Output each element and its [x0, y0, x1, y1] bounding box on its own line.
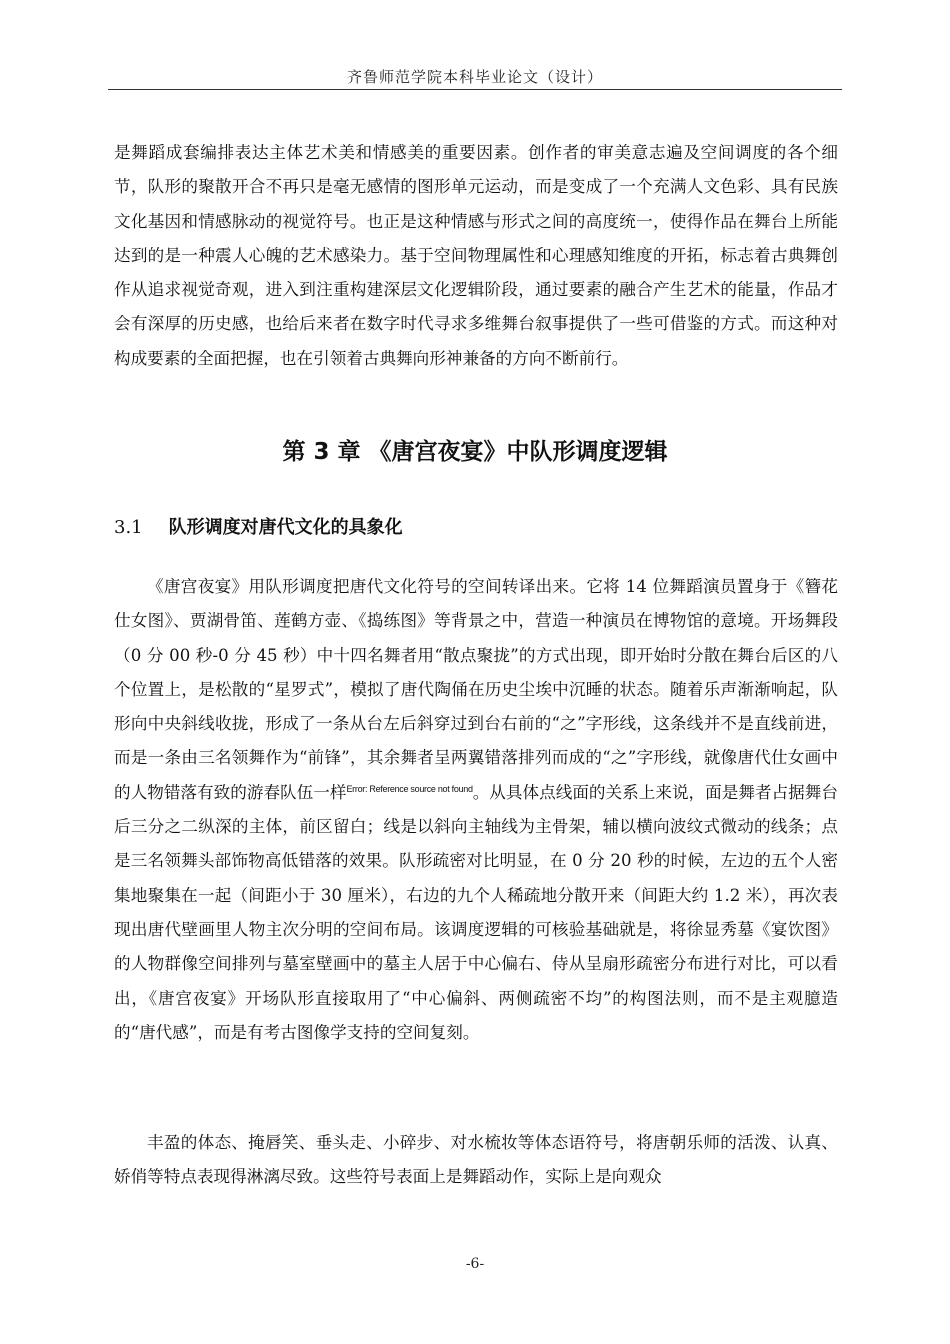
- section-number: 3.1: [114, 517, 143, 538]
- reference-error-label: Error: Reference source not found: [346, 783, 473, 794]
- page-number: -6-: [465, 1256, 485, 1272]
- paragraph-1-text-after-reference: 。从具体点线面的关系上来说，面是舞者占据舞台后三分之二纵深的主体，前区留白；线是以斜向主轴线为主骨架，辅以横向波纹式微动的线条；点是三名领舞头部饰物高低错落的效果。队形疏密对比明显，在 0 分 20 秒的时候，左边的五个人密集地聚集在一起（间距小于 30 厘米），右边的九个人稀疏地分散开来（间距大约 1.2 米），再次表现出唐代壁画里人物主次分明的空间布局。该调度逻辑的可核验基础就是，将徐显秀墓《宴饮图》的人物群像空间排列与墓室壁画中的墓主人居于中心偏右、侍从呈扇形疏密分布进行对比，可以看出，《唐宫夜宴》开场队形直接取用了“中心偏斜、两侧疏密不均”的构图法则，而不是主观臆造的“唐代感”，而是有考古图像学支持的空间复刻。: [114, 782, 838, 1042]
- section-title: 队形调度对唐代文化的具象化: [168, 517, 403, 538]
- section-heading: [114, 513, 403, 543]
- page-header-title: 齐鲁师范学院本科毕业论文（设计）: [346, 68, 603, 86]
- header-divider: [108, 89, 842, 90]
- chapter-title: 第 3 章 《唐宫夜宴》中队形调度逻辑: [282, 439, 668, 465]
- body-paragraph-2: 丰盈的体态、掩唇笑、垂头走、小碎步、对水梳妆等体态语符号，将唐朝乐师的活泼、认真、娇俏等特点表现得淋漓尽致。这些符号表面上是舞蹈动作，实际上是向观众: [114, 1133, 838, 1187]
- body-paragraph-1: [114, 570, 838, 1050]
- paragraph-1-text-before-reference: 《唐宫夜宴》用队形调度把唐代文化符号的空间转译出来。它将 14 位舞蹈演员置身于《簪花仕女图》、贾湖骨笛、莲鹤方壶、《捣练图》等背景之中，营造一种演员在博物馆的意境。开场舞段（0 分 00 秒-0 分 45 秒）中十四名舞者用“散点聚拢”的方式出现，即开始时分散在舞台后区的八个位置上，是松散的“星罗式”，模拟了唐代陶俑在历史尘埃中沉睡的状态。随着乐声渐渐响起，队形向中央斜线收拢，形成了一条从台左后斜穿过到台右前的“之”字形线，这条线并不是直线前进，而是一条由三名领舞作为“前锋”，其余舞者呈两翼错落排列而成的“之”字形线，就像唐代仕女画中的人物错落有致的游春队伍一样: [114, 577, 838, 802]
- intro-paragraph: 是舞蹈成套编排表达主体艺术美和情感美的重要因素。创作者的审美意志遍及空间调度的各个细节，队形的聚散开合不再只是毫无感情的图形单元运动，而是变成了一个充满人文色彩、具有民族文化基因和情感脉动的视觉符号。也正是这种情感与形式之间的高度统一，使得作品在舞台上所能达到的是一种震人心魄的艺术感染力。基于空间物理属性和心理感知维度的开拓，标志着古典舞创作从追求视觉奇观，进入到注重构建深层文化逻辑阶段，通过要素的融合产生艺术的能量，作品才会有深厚的历史感，也给后来者在数字时代寻求多维舞台叙事提供了一些可借鉴的方式。而这种对构成要素的全面把握，也在引领着古典舞向形神兼备的方向不断前行。: [114, 143, 838, 368]
